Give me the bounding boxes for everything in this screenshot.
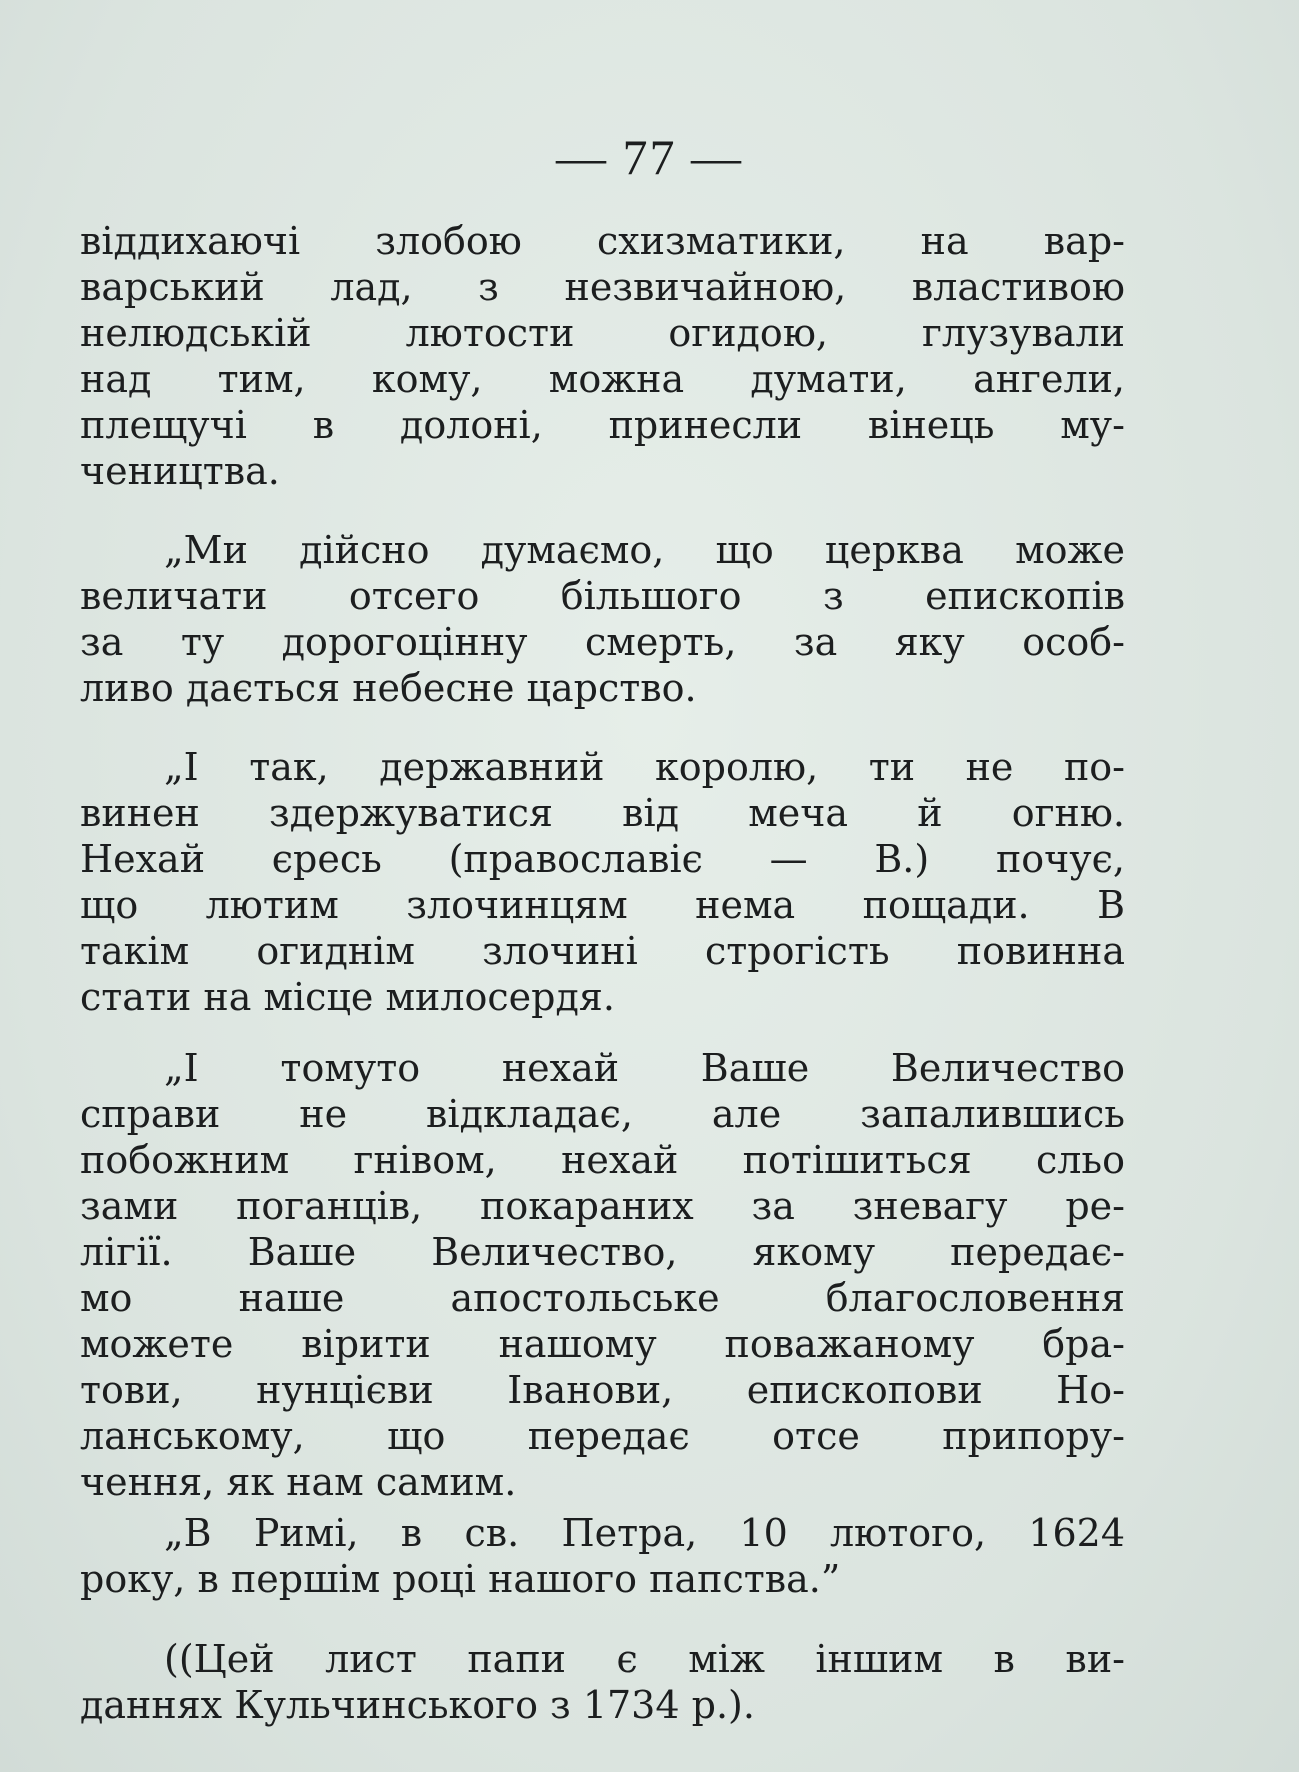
text-line: нелюдській лютости огидою, глузували <box>80 311 1125 355</box>
paragraph-5 <box>80 1510 1125 1602</box>
text-line: стати на місце милосердя. <box>80 975 615 1019</box>
text-line: тови, нунцієви Іванови, епископови Но- <box>80 1368 1125 1412</box>
text-line: за ту дорогоцінну смерть, за яку особ- <box>80 620 1125 664</box>
text-line: чеництва. <box>80 449 280 493</box>
text-line: „Ми дійсно думаємо, що церква може <box>164 528 1125 572</box>
text-line: зами поганців, покараних за зневагу ре- <box>80 1184 1125 1228</box>
text-line: „І так, державний королю, ти не по- <box>164 745 1125 789</box>
text-line: року, в першім році нашого папства.” <box>80 1557 841 1601</box>
text-line: справи не відкладає, але запалившись <box>80 1092 1125 1136</box>
text-line: ливо дається небесне царство. <box>80 666 697 710</box>
text-line: побожним гнівом, нехай потішиться сльо <box>80 1138 1125 1182</box>
text-line: мо наше апостольське благословення <box>80 1276 1125 1320</box>
text-line: величати отсего більшого з епископів <box>80 574 1125 618</box>
text-line: Нехай єресь (православіє — В.) почує, <box>80 837 1125 881</box>
page-number: — 77 — <box>556 129 743 185</box>
text-line: ((Цей лист папи є між іншим в ви- <box>164 1637 1125 1681</box>
paragraph-3 <box>80 744 1125 1020</box>
text-line: лігії. Ваше Величество, якому передає- <box>80 1230 1125 1274</box>
text-line: винен здержуватися від меча й огню. <box>80 791 1125 835</box>
text-line: такім огиднім злочині строгість повинна <box>80 929 1125 973</box>
text-line: плещучі в долоні, принесли вінець му- <box>80 403 1125 447</box>
text-line: „В Римі, в св. Петра, 10 лютого, 1624 <box>164 1511 1125 1555</box>
text-line: віддихаючі злобою схизматики, на вар- <box>80 219 1125 263</box>
text-line: що лютим злочинцям нема пощади. В <box>80 883 1125 927</box>
text-line: даннях Кульчинського з 1734 р.). <box>80 1683 755 1727</box>
text-line: над тим, кому, можна думати, ангели, <box>80 357 1125 401</box>
text-line: варський лад, з незвичайною, властивою <box>80 265 1125 309</box>
text-line: можете вірити нашому поважаному бра- <box>80 1322 1125 1366</box>
paragraph-2 <box>80 527 1125 711</box>
paragraph-4 <box>80 1045 1125 1505</box>
text-line: „І томуто нехай Ваше Величество <box>164 1046 1125 1090</box>
paragraph-1 <box>80 218 1125 494</box>
paragraph-6 <box>80 1636 1125 1728</box>
text-line: чення, як нам самим. <box>80 1460 517 1504</box>
text-line: ланському, що передає отсе припору- <box>80 1414 1125 1458</box>
